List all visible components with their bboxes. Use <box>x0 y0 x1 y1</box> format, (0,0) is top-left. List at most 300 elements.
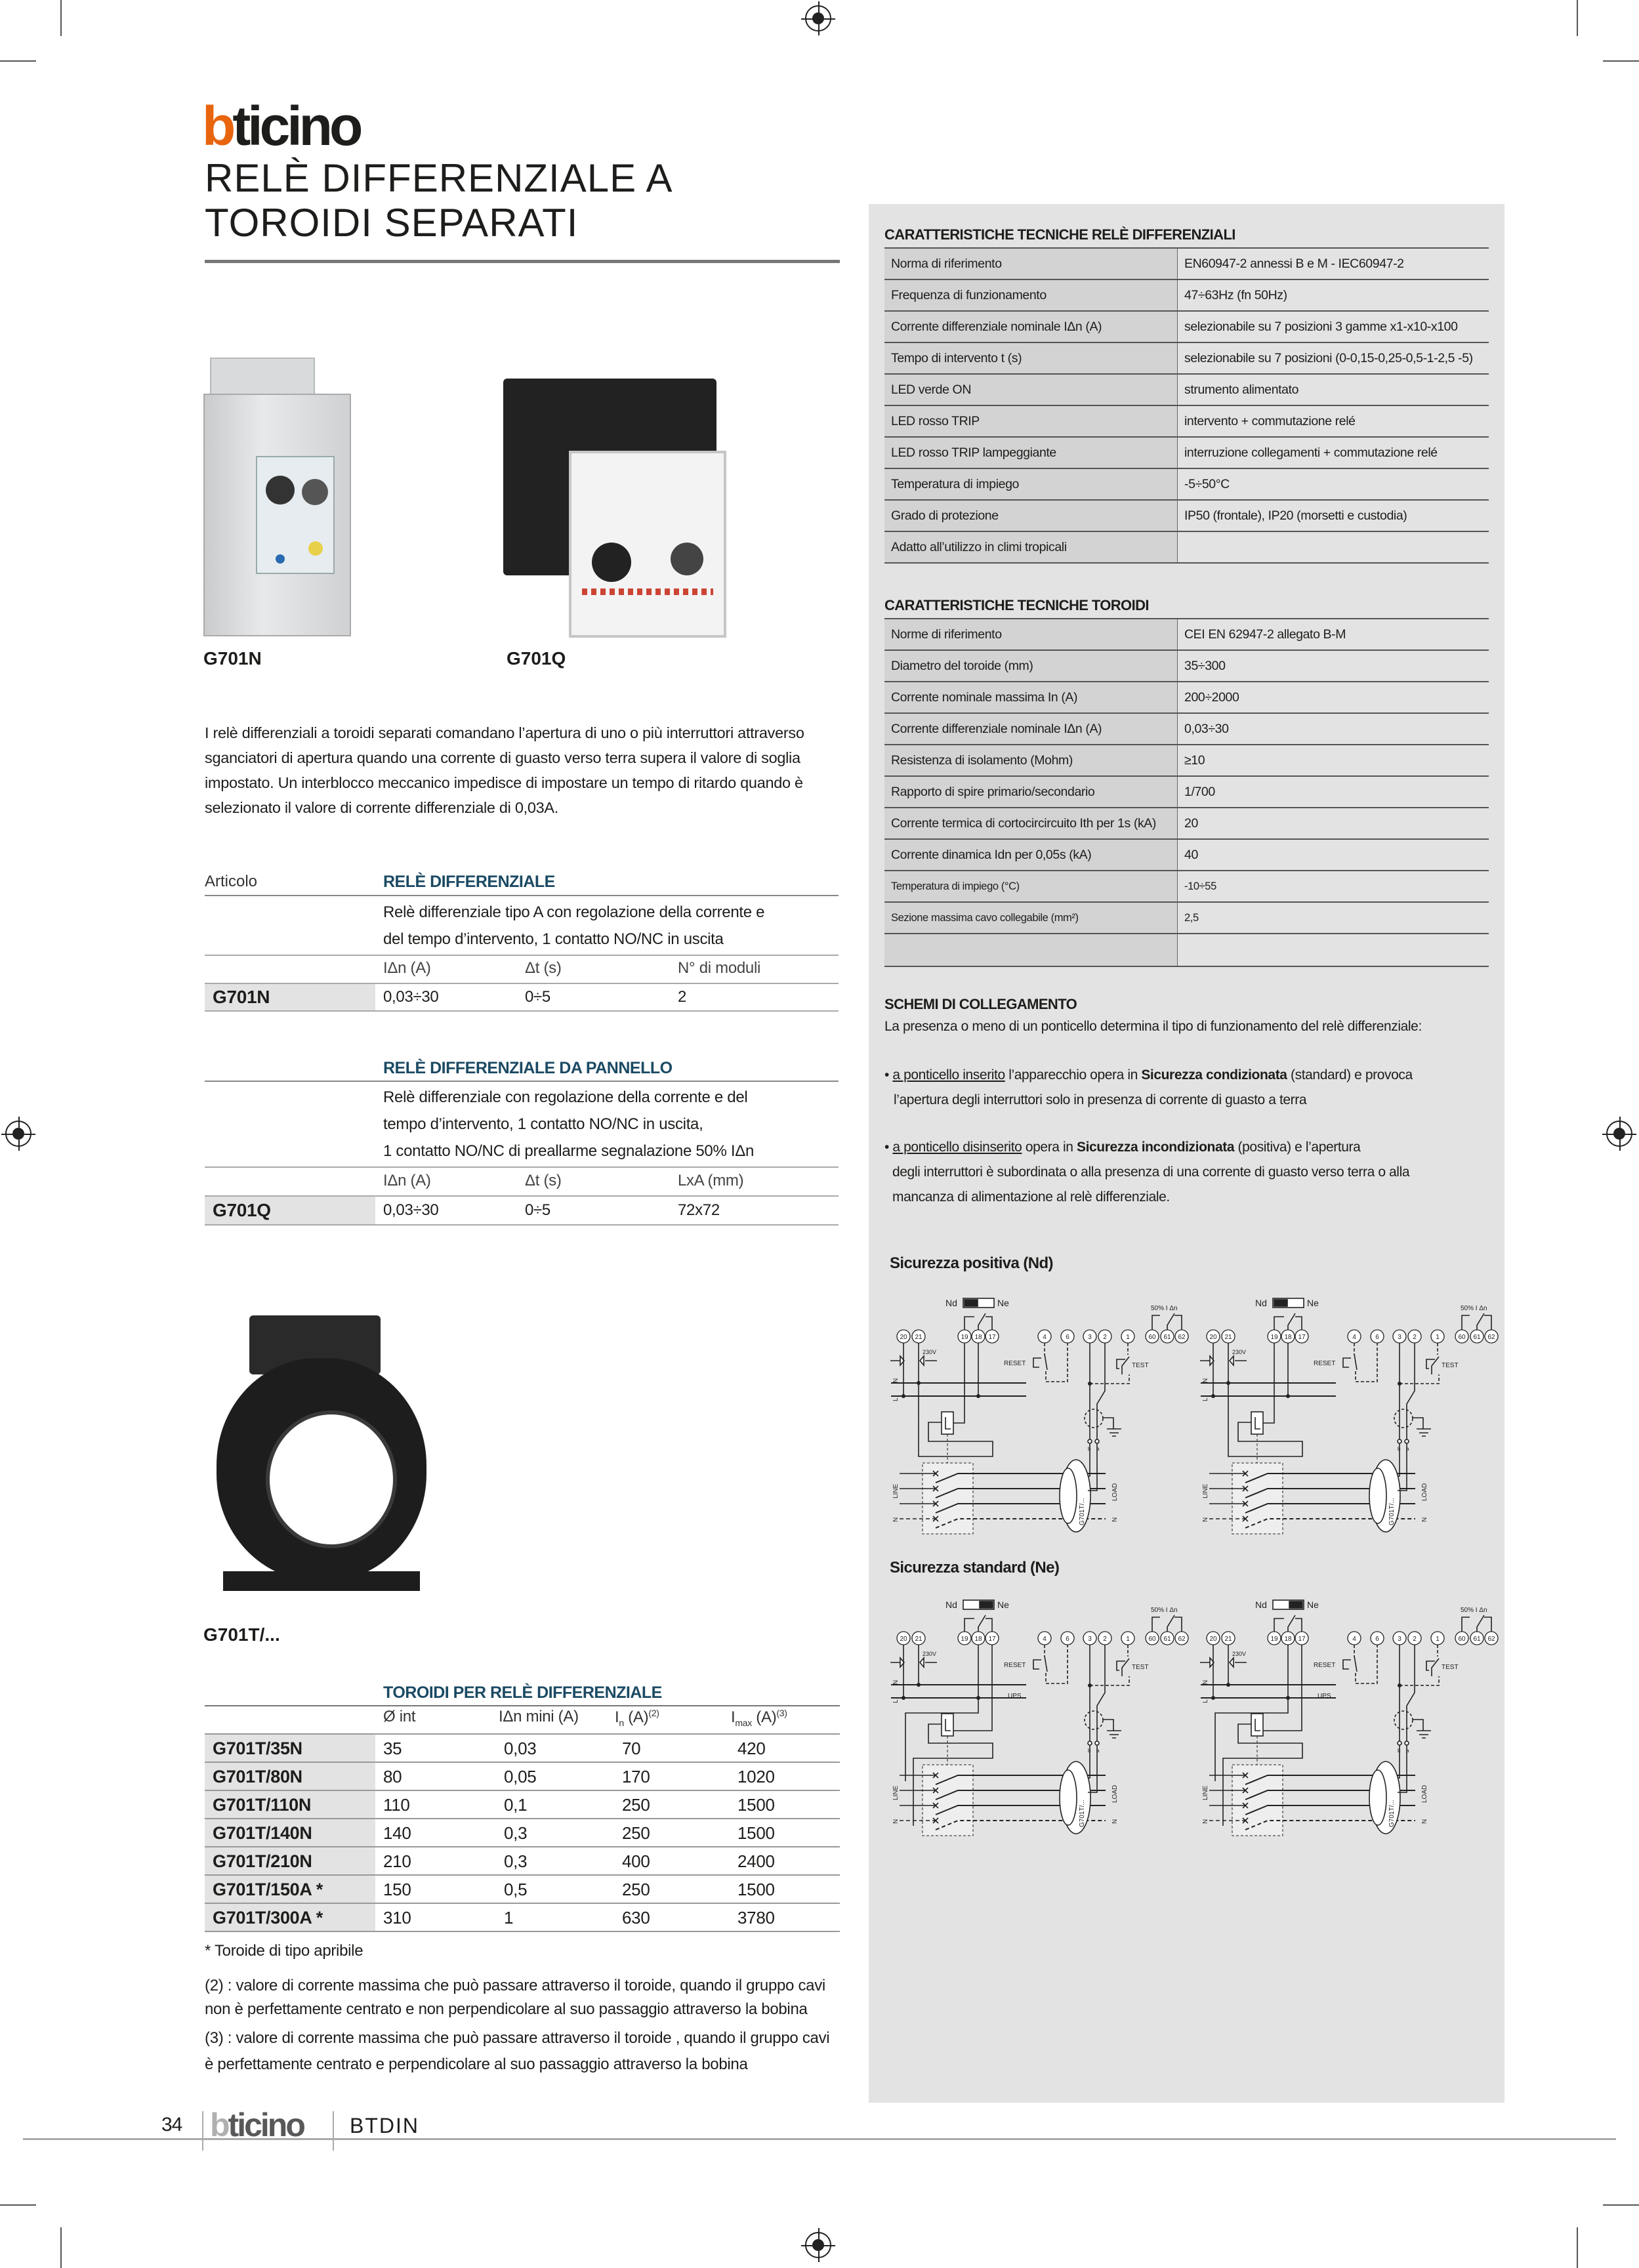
product-image-g701t <box>203 1312 436 1614</box>
spec-label: LED verde ON <box>884 375 1178 405</box>
terminal-number: 18 <box>1284 1636 1292 1643</box>
spec-value: IP50 (frontale), IP20 (morsetti e custodia) <box>1184 508 1407 523</box>
crop-mark <box>1603 2204 1639 2206</box>
diagram-label: G701T/... <box>1388 1800 1396 1827</box>
terminal <box>1295 1632 1308 1645</box>
spec-row <box>884 934 1489 967</box>
spec-label: Corrente differenziale nominale IΔn (A) <box>884 714 1178 744</box>
cell: 0,3 <box>504 1851 528 1871</box>
header-sub: max <box>735 1717 752 1728</box>
page-title <box>205 156 673 245</box>
terminal-number: 4 <box>1352 1636 1356 1643</box>
column-header: IΔn mini (A) <box>499 1708 579 1725</box>
spec-label: LED rosso TRIP <box>884 406 1178 436</box>
spec-label: Resistenza di isolamento (Mohm) <box>884 745 1178 775</box>
diagram-label: a <box>1096 1446 1100 1452</box>
wiring-diagram-ne <box>879 1588 1194 1850</box>
cell: 210 <box>383 1851 411 1871</box>
terminal-number: 60 <box>1148 1636 1156 1643</box>
column-header: N° di moduli <box>678 959 761 977</box>
bticino-logo: bticino <box>202 95 360 157</box>
terminal-number: 20 <box>1209 1636 1217 1643</box>
spec-value: 40 <box>1184 848 1198 862</box>
spec-label: Adatto all’utilizzo in climi tropicali <box>884 532 1178 562</box>
terminal-number: 21 <box>1224 1334 1232 1341</box>
spec-row <box>884 343 1489 375</box>
spec-row <box>884 619 1489 651</box>
spec-row <box>884 871 1489 903</box>
diagram-title-positive: Sicurezza positiva (Nd) <box>890 1254 1053 1272</box>
toroid-code: G701T/300A * <box>205 1904 375 1931</box>
table-title: CARATTERISTICHE TECNICHE TOROIDI <box>884 597 1489 619</box>
terminal-number: 1 <box>1126 1636 1130 1643</box>
spec-row <box>884 651 1489 682</box>
diagram-label: RESET <box>1004 1360 1026 1367</box>
diagram-label: a <box>1096 1748 1100 1754</box>
spec-label: Diametro del toroide (mm) <box>884 651 1178 681</box>
diagram-label: N <box>1202 1819 1209 1824</box>
diagram-label: N <box>892 1517 900 1522</box>
terminal <box>897 1330 910 1343</box>
crop-mark <box>60 2227 62 2268</box>
crop-mark <box>1603 60 1639 62</box>
terminal <box>1408 1632 1421 1645</box>
cell: 3780 <box>737 1908 775 1928</box>
diagram-label: Ne <box>1307 1599 1319 1610</box>
diagram-label: G701T/... <box>1079 1498 1086 1525</box>
terminal <box>1431 1330 1444 1343</box>
divider <box>205 1081 839 1082</box>
terminal-number: 2 <box>1103 1334 1107 1341</box>
header-text: (A) <box>751 1708 777 1726</box>
diagram-label: 50% I Δn <box>1151 1305 1178 1312</box>
cell: 0,05 <box>504 1767 537 1786</box>
text: l’apertura degli interruttori solo in presenza di corrente di guasto a terra <box>894 1092 1307 1107</box>
terminal-number: 17 <box>1298 1636 1306 1643</box>
registration-mark <box>805 5 831 31</box>
article-code: G701Q <box>205 1197 375 1224</box>
terminal-number: 61 <box>1473 1636 1481 1643</box>
spec-value: -10÷55 <box>1184 880 1216 892</box>
spec-row <box>884 406 1489 438</box>
terminal-number: 3 <box>1398 1334 1401 1341</box>
diagram-label: 50% I Δn <box>1461 1607 1487 1614</box>
column-header <box>731 1708 787 1728</box>
terminal <box>1146 1330 1159 1343</box>
terminal <box>1098 1632 1111 1645</box>
diagram-label: G701T/... <box>1079 1800 1086 1827</box>
terminal <box>897 1632 910 1645</box>
terminal <box>1295 1330 1308 1343</box>
spec-row <box>884 501 1489 532</box>
cell: 1500 <box>737 1823 775 1843</box>
terminal <box>1485 1330 1498 1343</box>
diagram-label: N <box>1202 1378 1209 1383</box>
diagram-label: 230V <box>1232 1651 1247 1657</box>
spec-row <box>884 714 1489 745</box>
cell: 72x72 <box>678 1201 720 1219</box>
jumper-position <box>980 1601 993 1608</box>
diagram-label: Ne <box>997 1599 1009 1610</box>
column-header: Ø int <box>383 1708 416 1725</box>
toroid-code: G701T/35N <box>205 1735 375 1762</box>
diagram-label: UPS <box>1317 1693 1331 1700</box>
diagram-label: LOAD <box>1421 1784 1428 1803</box>
spec-label: Temperatura di impiego <box>884 469 1178 499</box>
spec-label: Temperatura di impiego (°C) <box>884 871 1178 901</box>
footnote-ref: (3) <box>776 1708 787 1718</box>
product-label: G701T/... <box>203 1624 280 1645</box>
terminal-number: 60 <box>1458 1334 1466 1341</box>
cell: 70 <box>622 1739 641 1758</box>
cell: 0,3 <box>504 1823 528 1843</box>
spec-value: 0,03÷30 <box>1184 722 1229 736</box>
header-text: I <box>731 1708 736 1726</box>
terminal <box>958 1330 971 1343</box>
terminal-number: 21 <box>915 1334 923 1341</box>
cell: 1020 <box>737 1767 775 1786</box>
spec-value: interruzione collegamenti + commutazione relé <box>1184 445 1438 460</box>
spec-label: Rapporto di spire primario/secondario <box>884 777 1178 807</box>
terminal <box>1222 1330 1235 1343</box>
diagram-label: RESET <box>1314 1662 1336 1669</box>
terminal-number: 21 <box>1224 1636 1232 1643</box>
cell: 250 <box>622 1823 650 1843</box>
spec-label: Corrente nominale massima In (A) <box>884 682 1178 712</box>
description-line: 1 contatto NO/NC di preallarme segnalazione 50% IΔn <box>383 1142 755 1160</box>
spec-value: 200÷2000 <box>1184 690 1239 705</box>
spec-label: LED rosso TRIP lampeggiante <box>884 438 1178 468</box>
cell: 310 <box>383 1908 411 1928</box>
diagram-label: 50% I Δn <box>1461 1305 1487 1312</box>
terminal <box>1207 1632 1220 1645</box>
terminal <box>1038 1632 1051 1645</box>
diagram-label: LOAD <box>1111 1784 1119 1803</box>
spec-value: 47÷63Hz (fn 50Hz) <box>1184 288 1287 302</box>
spec-label: Sezione massima cavo collegabile (mm²) <box>884 903 1178 933</box>
terminal <box>1121 1632 1134 1645</box>
footnote: * Toroide di tipo apribile <box>205 1942 363 1960</box>
footer-divider <box>333 2111 334 2151</box>
wiring-diagram-nd <box>879 1286 1194 1548</box>
diagram-label: b <box>1398 1446 1401 1452</box>
terminal-number: 62 <box>1487 1636 1495 1643</box>
registration-mark <box>1606 1121 1632 1147</box>
spec-label: Corrente termica di cortocircircuito Ith per 1s (kA) <box>884 808 1178 838</box>
description-line: Relè differenziale tipo A con regolazione della corrente e <box>383 903 765 921</box>
terminal-number: 1 <box>1436 1334 1440 1341</box>
terminal <box>1146 1632 1159 1645</box>
diagram-label: b <box>1088 1446 1091 1452</box>
diagram-label: LOAD <box>1111 1483 1119 1501</box>
title-divider <box>205 260 840 263</box>
terminal <box>1268 1632 1281 1645</box>
diagram-label: N <box>1421 1517 1428 1522</box>
diagram-label: N <box>892 1819 900 1824</box>
toroid-table <box>205 1733 840 1932</box>
spec-row <box>884 840 1489 871</box>
terminal <box>1455 1330 1468 1343</box>
diagram-label: TEST <box>1132 1362 1149 1369</box>
terminal <box>1268 1330 1281 1343</box>
text: degli interruttori è subordinata o alla presenza di una corrente di guasto verso terra o alla <box>892 1165 1410 1180</box>
column-header: LxA (mm) <box>678 1172 744 1189</box>
toroid-code: G701T/110N <box>205 1791 375 1818</box>
toroid-code: G701T/150A * <box>205 1876 375 1903</box>
cell: 0,1 <box>504 1795 528 1815</box>
description-line: tempo d’intervento, 1 contatto NO/NC in uscita, <box>383 1115 703 1133</box>
toroid-specs-table <box>884 597 1489 967</box>
footnote-ref: (2) <box>648 1708 659 1718</box>
terminal <box>1175 1632 1188 1645</box>
spec-value: strumento alimentato <box>1184 382 1299 397</box>
terminal-number: 18 <box>974 1636 982 1643</box>
diagram-label: Nd <box>945 1599 957 1610</box>
terminal-number: 20 <box>900 1636 907 1643</box>
terminal <box>1393 1632 1406 1645</box>
toroid-code: G701T/140N <box>205 1819 375 1846</box>
cell: 0÷5 <box>525 988 550 1006</box>
diagram-label: 230V <box>923 1349 937 1355</box>
terminal-number: 60 <box>1458 1636 1466 1643</box>
divider <box>205 895 839 896</box>
diagram-label: N <box>1111 1819 1119 1824</box>
diagram-label: Ne <box>1307 1298 1319 1308</box>
divider <box>205 1705 840 1706</box>
product-image-g701n <box>203 358 354 636</box>
wiring-diagram-ne <box>1189 1588 1504 1850</box>
text: l’apparecchio opera in <box>1005 1067 1142 1082</box>
spec-row <box>884 249 1489 280</box>
terminal <box>1348 1632 1361 1645</box>
product-image-g701q <box>503 379 726 638</box>
cell: 80 <box>383 1767 402 1786</box>
diagram-label: L <box>1202 1699 1209 1703</box>
terminal-number: 17 <box>988 1334 996 1341</box>
spec-row <box>884 438 1489 469</box>
spec-value: CEI EN 62947-2 allegato B-M <box>1184 627 1346 642</box>
cell: 2 <box>678 988 687 1006</box>
spec-label: Frequenza di funzionamento <box>884 280 1178 310</box>
title-line: TOROIDI SEPARATI <box>205 201 579 245</box>
terminal <box>1281 1632 1295 1645</box>
article-column-label: Articolo <box>205 873 258 890</box>
spec-value: 1/700 <box>1184 785 1215 799</box>
header-text: I <box>615 1708 619 1726</box>
diagram-label: a <box>1406 1748 1409 1754</box>
spec-label: Norma di riferimento <box>884 249 1178 279</box>
terminal-number: 6 <box>1375 1334 1379 1341</box>
cell: 1500 <box>737 1880 775 1899</box>
spec-row <box>884 777 1489 808</box>
spec-value: selezionabile su 7 posizioni 3 gamme x1-x10-x100 <box>1184 320 1458 334</box>
cell: 630 <box>622 1908 650 1928</box>
terminal <box>1393 1330 1406 1343</box>
section-title: SCHEMI DI COLLEGAMENTO <box>884 996 1077 1012</box>
product-label: G701Q <box>507 648 566 669</box>
terminal-number: 61 <box>1163 1636 1171 1643</box>
diagram-label: a <box>1406 1446 1409 1452</box>
terminal-number: 60 <box>1148 1334 1156 1341</box>
wiring-intro: La presenza o meno di un ponticello determina il tipo di funzionamento del relè differenziale: <box>884 1019 1422 1034</box>
cell: 140 <box>383 1823 411 1843</box>
terminal-number: 61 <box>1473 1334 1481 1341</box>
link-jumper-removed[interactable]: a ponticello disinserito <box>892 1140 1022 1155</box>
cell: 0÷5 <box>525 1201 550 1219</box>
spec-row <box>884 280 1489 312</box>
crop-mark <box>0 2204 36 2206</box>
jumper-position <box>1289 1601 1302 1608</box>
diagram-label: b <box>1398 1748 1401 1754</box>
terminal <box>1431 1632 1444 1645</box>
diagram-label: 230V <box>1232 1349 1247 1355</box>
text: mancanza di alimentazione al relè differenziale. <box>892 1189 1170 1205</box>
terminal-number: 4 <box>1352 1334 1356 1341</box>
cell: 35 <box>383 1739 402 1758</box>
text: (standard) e provoca <box>1287 1067 1413 1082</box>
terminal-number: 62 <box>1487 1334 1495 1341</box>
terminal <box>985 1330 999 1343</box>
cell: 1500 <box>737 1795 775 1815</box>
diagram-label: RESET <box>1004 1662 1026 1669</box>
terminal-number: 2 <box>1413 1636 1417 1643</box>
terminal <box>1408 1330 1421 1343</box>
spec-row <box>884 469 1489 501</box>
diagram-label: 230V <box>923 1651 937 1657</box>
link-jumper-inserted[interactable]: a ponticello inserito <box>892 1067 1005 1082</box>
diagram-label: L <box>892 1397 900 1401</box>
column-header: IΔn (A) <box>383 959 431 977</box>
diagram-label: LINE <box>1202 1785 1209 1800</box>
footer-divider <box>202 2111 203 2151</box>
terminal <box>1098 1330 1111 1343</box>
diagram-label: N <box>1202 1517 1209 1522</box>
terminal-number: 61 <box>1163 1334 1171 1341</box>
terminal <box>1281 1330 1295 1343</box>
article-description <box>205 1084 839 1165</box>
diagram-label: L <box>892 1699 900 1703</box>
terminal-number: 1 <box>1126 1334 1130 1341</box>
spec-row <box>884 375 1489 406</box>
crop-mark <box>0 60 36 62</box>
text: (positiva) e l’apertura <box>1234 1140 1361 1155</box>
terminal <box>1371 1330 1384 1343</box>
table-row <box>205 1735 840 1763</box>
diagram-label: b <box>1088 1748 1091 1754</box>
spec-label: Corrente differenziale nominale IΔn (A) <box>884 312 1178 342</box>
diagram-label: RESET <box>1314 1360 1336 1367</box>
table-row <box>205 1195 839 1226</box>
diagram-label: Nd <box>1255 1298 1267 1308</box>
wiring-section <box>884 996 1488 1210</box>
terminal <box>1348 1330 1361 1343</box>
terminal-number: 3 <box>1088 1334 1092 1341</box>
crop-mark <box>60 0 62 36</box>
registration-mark <box>805 2232 831 2258</box>
description-line: del tempo d’intervento, 1 contatto NO/NC in uscita <box>383 930 724 948</box>
terminal <box>1083 1632 1096 1645</box>
spec-row <box>884 682 1489 714</box>
table-row <box>205 1763 840 1791</box>
title-line: RELÈ DIFFERENZIALE A <box>205 156 673 200</box>
cell: 400 <box>622 1851 650 1871</box>
terminal-number: 3 <box>1088 1636 1092 1643</box>
terminal-number: 2 <box>1413 1334 1417 1341</box>
terminal <box>1061 1632 1074 1645</box>
table-row <box>205 983 839 1012</box>
spec-value <box>1178 934 1489 966</box>
terminal <box>972 1632 985 1645</box>
terminal-number: 2 <box>1103 1636 1107 1643</box>
diagram-label: Ne <box>997 1298 1009 1308</box>
diagram-label: LINE <box>892 1785 900 1800</box>
diagram-label: N <box>892 1680 900 1685</box>
terminal <box>1485 1632 1498 1645</box>
column-header: Δt (s) <box>525 959 562 977</box>
table-row <box>205 1819 840 1847</box>
diagram-label: TEST <box>1132 1664 1149 1671</box>
spec-value: intervento + commutazione relé <box>1184 414 1356 428</box>
footer-logo: bticino <box>210 2107 304 2143</box>
section-title: RELÈ DIFFERENZIALE DA PANNELLO <box>383 1059 673 1077</box>
spec-value: 20 <box>1184 816 1198 831</box>
footnotes <box>205 1939 841 2078</box>
terminal-number: 6 <box>1375 1636 1379 1643</box>
terminal-number: 4 <box>1043 1334 1047 1341</box>
spec-label: Tempo di intervento t (s) <box>884 343 1178 373</box>
diagram-label: N <box>1421 1819 1428 1824</box>
spec-value: EN60947-2 annessi B e M - IEC60947-2 <box>1184 257 1404 271</box>
relay-specs-table <box>884 226 1489 564</box>
diagram-label: 50% I Δn <box>1151 1607 1178 1614</box>
spec-label: Grado di protezione <box>884 501 1178 531</box>
emphasis: Sicurezza incondizionata <box>1076 1140 1235 1155</box>
cell: 0,03÷30 <box>383 988 439 1006</box>
diagram-label: L <box>1202 1397 1209 1401</box>
terminal <box>1207 1330 1220 1343</box>
header-text: (A) <box>623 1708 649 1726</box>
terminal <box>912 1632 925 1645</box>
header-sub: n <box>619 1717 624 1728</box>
terminal-number: 19 <box>1270 1334 1278 1341</box>
diagram-label: TEST <box>1442 1664 1459 1671</box>
divider <box>205 1166 839 1168</box>
terminal <box>1121 1330 1134 1343</box>
terminal-number: 18 <box>974 1334 982 1341</box>
spec-value: 35÷300 <box>1184 659 1226 673</box>
diagram-label: LINE <box>1202 1483 1209 1498</box>
spec-row <box>884 808 1489 840</box>
terminal <box>1470 1632 1483 1645</box>
diagram-label: N <box>892 1378 900 1383</box>
terminal <box>1061 1330 1074 1343</box>
terminal <box>1455 1632 1468 1645</box>
spec-value: ≥10 <box>1184 753 1205 768</box>
cell: 250 <box>622 1880 650 1899</box>
column-header <box>615 1708 659 1728</box>
page-number: 34 <box>161 2114 182 2135</box>
spec-row <box>884 745 1489 777</box>
terminal <box>1161 1632 1174 1645</box>
toroid-code: G701T/210N <box>205 1847 375 1874</box>
terminal <box>972 1330 985 1343</box>
footer-section: BTDIN <box>350 2114 419 2137</box>
spec-value: -5÷50°C <box>1184 477 1230 491</box>
registration-mark <box>5 1121 31 1147</box>
section-title: TOROIDI PER RELÈ DIFFERENZIALE <box>383 1683 662 1702</box>
diagram-label: Nd <box>945 1298 957 1308</box>
terminal-number: 19 <box>1270 1636 1278 1643</box>
